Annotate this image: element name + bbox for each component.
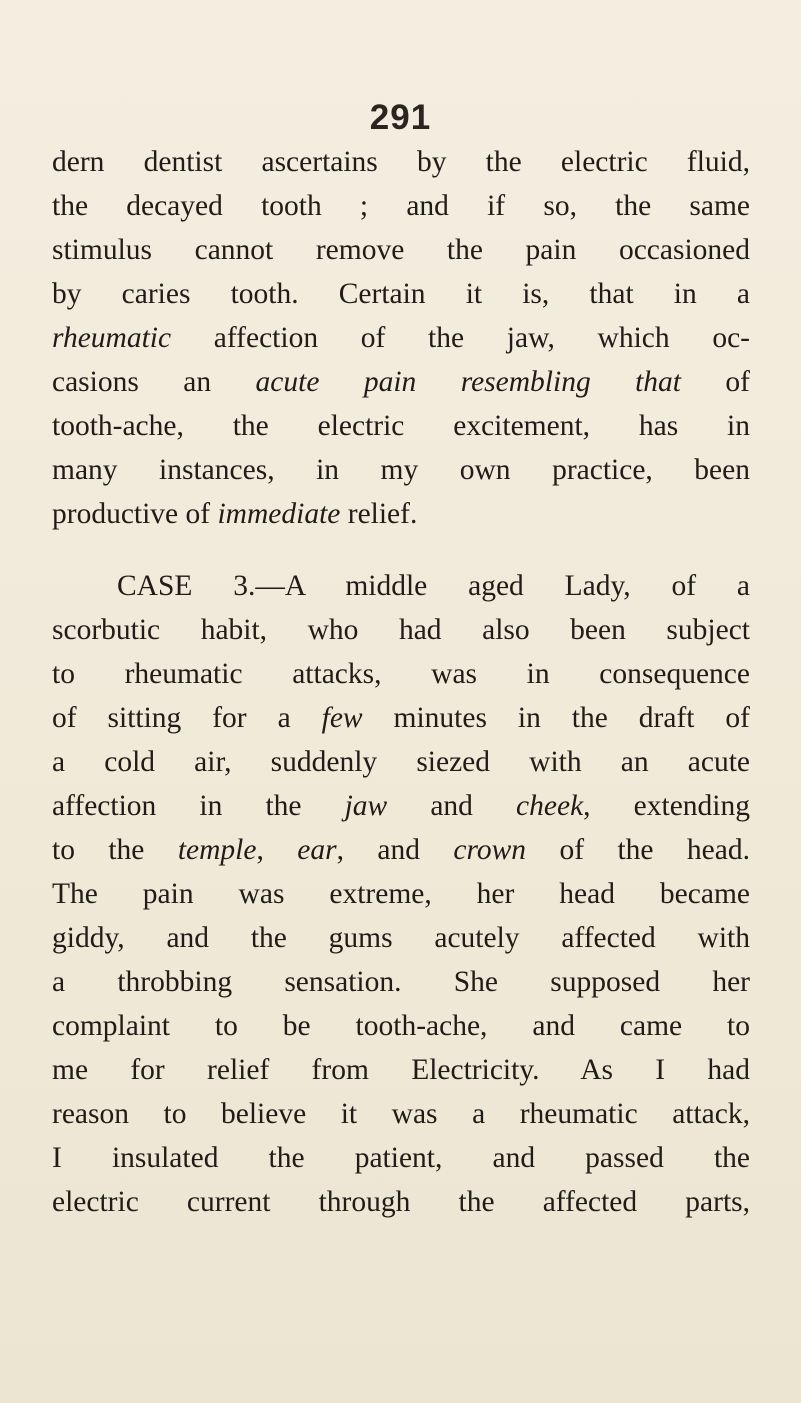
text-run: a throbbing sensation. She supposed her bbox=[52, 966, 750, 998]
text-run: and bbox=[387, 790, 517, 822]
text-line bbox=[52, 828, 750, 872]
text-line bbox=[52, 784, 750, 828]
text-run: complaint to be tooth-ache, and came to bbox=[52, 1010, 750, 1042]
text-line bbox=[52, 652, 750, 696]
text-run: stimulus cannot remove the pain occasioned bbox=[52, 234, 750, 266]
italic-text: immediate bbox=[217, 498, 341, 530]
italic-text: jaw bbox=[344, 790, 388, 822]
text-line bbox=[52, 140, 750, 184]
text-run: dern dentist ascertains by the electric fluid, bbox=[52, 146, 750, 178]
text-line bbox=[52, 916, 750, 960]
text-line bbox=[52, 1048, 750, 1092]
text-run: a cold air, suddenly siezed with an acute bbox=[52, 746, 750, 778]
text-line bbox=[52, 1004, 750, 1048]
text-run: giddy, and the gums acutely affected with bbox=[52, 922, 750, 954]
text-line bbox=[52, 872, 750, 916]
text-line bbox=[52, 272, 750, 316]
text-run: affection in the bbox=[52, 790, 345, 822]
text-run: reason to believe it was a rheumatic attack, bbox=[52, 1098, 750, 1130]
text-run: affection of the jaw, which oc- bbox=[171, 322, 750, 354]
text-line bbox=[52, 960, 750, 1004]
text-run: casions an bbox=[52, 366, 256, 398]
text-run: of sitting for a bbox=[52, 702, 322, 734]
italic-text: few bbox=[321, 702, 363, 734]
text-line bbox=[52, 360, 750, 404]
text-run: many instances, in my own practice, been bbox=[52, 454, 750, 486]
text-run: The pain was extreme, her head became bbox=[52, 878, 750, 910]
case-heading-line bbox=[117, 564, 750, 608]
text-run: me for relief from Electricity. As I had bbox=[52, 1054, 750, 1086]
text-line bbox=[52, 696, 750, 740]
italic-text: cheek bbox=[516, 790, 584, 822]
text-line bbox=[52, 492, 750, 536]
text-run: productive of bbox=[52, 498, 218, 530]
text-run: by caries tooth. Certain it is, that in a bbox=[52, 278, 750, 310]
text-run: to rheumatic attacks, was in consequence bbox=[52, 658, 750, 690]
text-line bbox=[52, 448, 750, 492]
text-run: to the bbox=[52, 834, 178, 866]
italic-text: acute pain resembling that bbox=[255, 366, 682, 398]
text-run: minutes in the draft of bbox=[362, 702, 750, 734]
italic-text: ear bbox=[297, 834, 337, 866]
text-run: of bbox=[681, 366, 751, 398]
text-run: CASE 3.—A middle aged Lady, of a bbox=[117, 570, 750, 602]
text-line bbox=[52, 608, 750, 652]
text-line bbox=[52, 1180, 750, 1224]
text-run: scorbutic habit, who had also been subject bbox=[52, 614, 750, 646]
text-line bbox=[52, 184, 750, 228]
text-line bbox=[52, 404, 750, 448]
text-run: tooth-ache, the electric excitement, has in bbox=[52, 410, 750, 442]
text-run: electric current through the affected parts, bbox=[52, 1186, 750, 1218]
italic-text: temple bbox=[177, 834, 257, 866]
text-line bbox=[52, 740, 750, 784]
text-run: relief. bbox=[340, 498, 418, 530]
text-run: , extending bbox=[583, 790, 750, 822]
text-line bbox=[52, 1092, 750, 1136]
text-run: I insulated the patient, and passed the bbox=[52, 1142, 750, 1174]
text-line bbox=[52, 228, 750, 272]
italic-text: rheumatic bbox=[52, 322, 172, 354]
text-run: the decayed tooth ; and if so, the same bbox=[52, 190, 750, 222]
text-run: , and bbox=[336, 834, 454, 866]
text-run: of the head. bbox=[526, 834, 750, 866]
italic-text: crown bbox=[453, 834, 527, 866]
text-line bbox=[52, 1136, 750, 1180]
text-run: , bbox=[256, 834, 298, 866]
page-number: 291 bbox=[369, 98, 432, 137]
text-line bbox=[52, 316, 750, 360]
